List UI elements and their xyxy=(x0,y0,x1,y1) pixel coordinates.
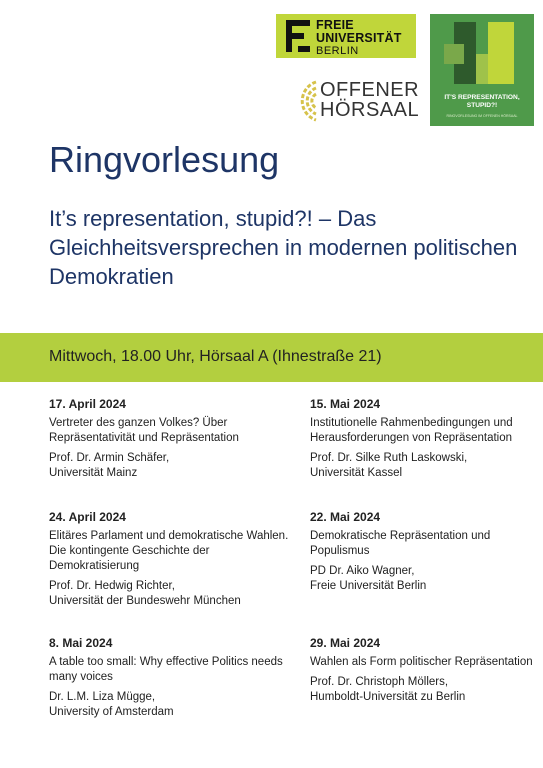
event-date: 8. Mai 2024 xyxy=(49,636,113,650)
event-affiliation: Universität der Bundeswehr München xyxy=(49,595,241,607)
event-date: 22. Mai 2024 xyxy=(310,510,381,524)
series-title-line1: IT'S REPRESENTATION, xyxy=(444,94,520,101)
event-affiliation: Freie Universität Berlin xyxy=(310,580,427,592)
series-subtitle: RINGVORLESUNG IM OFFENEN HÖRSAAL xyxy=(446,114,518,118)
event-speaker: PD Dr. Aiko Wagner, xyxy=(310,565,415,577)
fu-logo-line2: UNIVERSITÄT xyxy=(316,31,402,45)
fu-logo-line1: FREIE xyxy=(316,18,354,32)
event-date: 29. Mai 2024 xyxy=(310,636,381,650)
schedule-info: Mittwoch, 18.00 Uhr, Hörsaal A (Ihnestraße 21) xyxy=(49,348,382,365)
oh-logo-line2: HÖRSAAL xyxy=(320,99,420,121)
series-logo xyxy=(430,14,534,126)
fu-mark-icon xyxy=(286,20,310,52)
event-affiliation: Universität Mainz xyxy=(49,467,138,479)
event-item xyxy=(310,636,535,705)
event-affiliation: University of Amsterdam xyxy=(49,706,174,718)
event-affiliation: Universität Kassel xyxy=(310,467,403,479)
logo-area xyxy=(276,14,536,130)
event-item xyxy=(49,510,289,609)
fu-logo-line3: BERLIN xyxy=(316,45,359,57)
event-item xyxy=(49,397,289,481)
schedule-band xyxy=(0,333,543,382)
event-topic: Wahlen als Form politischer Repräsentation xyxy=(310,656,533,668)
event-item xyxy=(49,636,289,720)
event-topic: Elitäres Parlament und demokratische Wahlen. Die kontingente Geschichte der Demokratisierung xyxy=(49,530,289,572)
event-date: 15. Mai 2024 xyxy=(310,397,381,411)
event-speaker: Prof. Dr. Christoph Möllers, xyxy=(310,676,449,688)
page-title: Ringvorlesung xyxy=(49,139,280,180)
event-speaker: Prof. Dr. Armin Schäfer, xyxy=(49,452,170,464)
series-graphic-icon xyxy=(430,14,534,94)
event-topic: A table too small: Why effective Politics needs many voices xyxy=(49,656,283,683)
page-subtitle: It’s representation, stupid?! – Das Gleichheitsversprechen in modernen politischen Demokratien xyxy=(49,206,518,289)
event-topic: Vertreter des ganzen Volkes? Über Repräsentativität und Repräsentation xyxy=(49,417,239,444)
event-topic: Institutionelle Rahmenbedingungen und Herausforderungen von Repräsentation xyxy=(310,417,513,444)
hoersaal-seats-icon xyxy=(276,78,320,124)
event-date: 24. April 2024 xyxy=(49,510,126,524)
event-speaker: Prof. Dr. Hedwig Richter, xyxy=(49,580,175,592)
event-item xyxy=(310,397,535,481)
oh-logo-line1: OFFENER xyxy=(320,79,420,101)
event-affiliation: Humboldt-Universität zu Berlin xyxy=(310,691,466,703)
event-date: 17. April 2024 xyxy=(49,397,126,411)
event-speaker: Dr. L.M. Liza Mügge, xyxy=(49,691,156,703)
event-topic: Demokratische Repräsentation und Populismus xyxy=(310,530,491,557)
event-speaker: Prof. Dr. Silke Ruth Laskowski, xyxy=(310,452,468,464)
event-item xyxy=(310,510,535,594)
fu-berlin-logo xyxy=(276,14,416,58)
series-title-line2: STUPID?! xyxy=(466,102,498,109)
offener-hoersaal-logo xyxy=(276,76,426,128)
